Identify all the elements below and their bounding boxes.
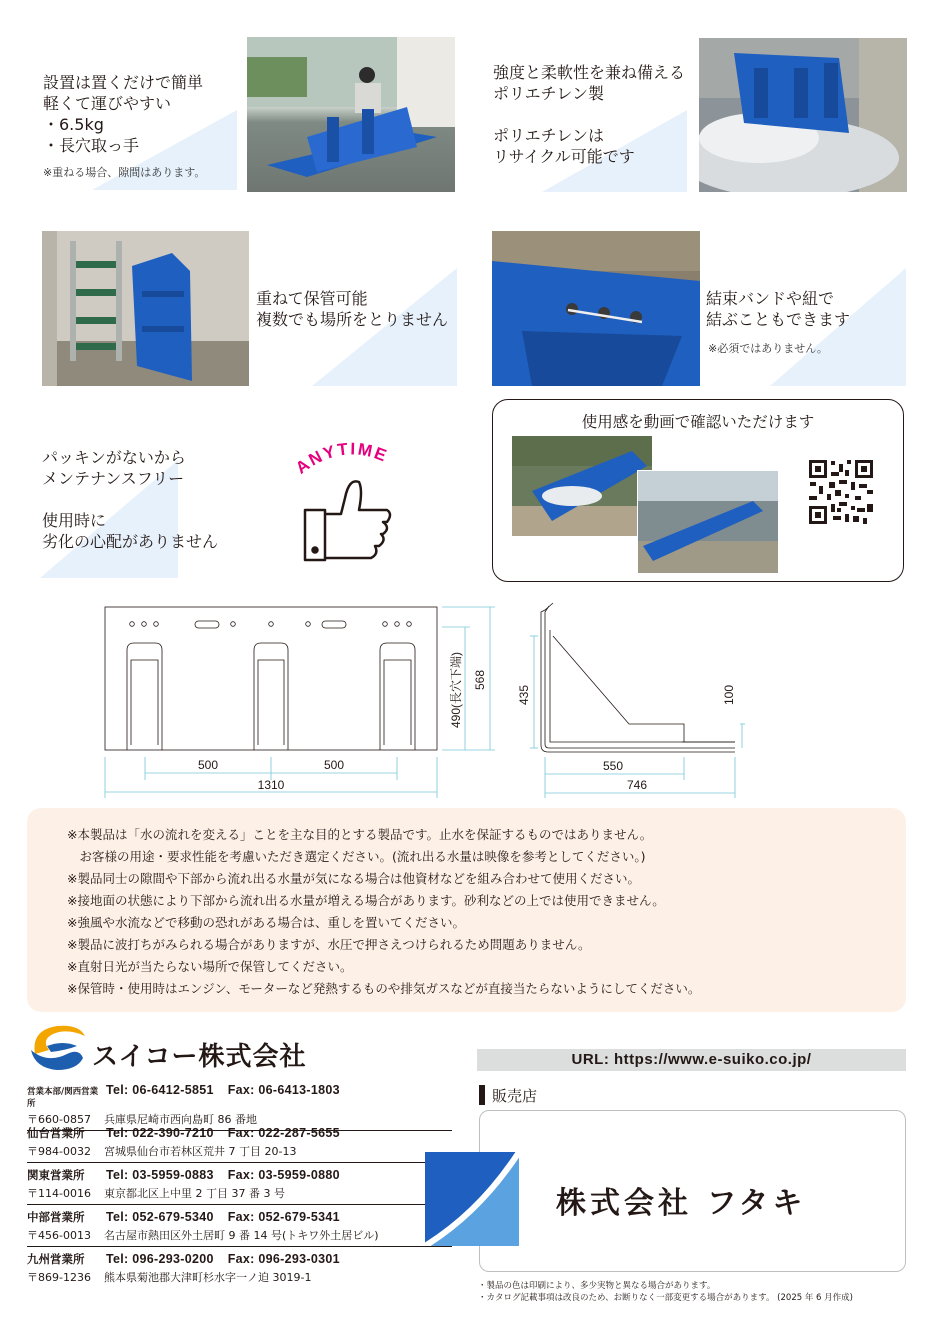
dim-front-568: 568 xyxy=(473,669,487,691)
office-name: 九州営業所 xyxy=(27,1252,85,1266)
office-zip: 〒114-0016 xyxy=(27,1187,91,1200)
feature-text-binding: 結束バンドや紐で 結ぶこともできます xyxy=(706,289,851,329)
feature-note-install: ※重ねる場合、隙間はあります。 xyxy=(43,166,206,179)
dim-front-1310: 1310 xyxy=(257,778,285,792)
office-zip: 〒984-0032 xyxy=(27,1145,91,1158)
office-name: 営業本部/関西営業所 xyxy=(27,1087,99,1109)
note-item: ※接地面の状態により下部から流れ出る水量が増える場合があります。砂利などの上では使用できません。 xyxy=(67,893,665,908)
office-kanto xyxy=(27,1167,452,1205)
dim-front-490: 490(長穴下端) xyxy=(449,651,463,729)
photo-water-flow xyxy=(699,38,907,192)
company-logo-icon xyxy=(27,1020,89,1072)
note-item: ※製品に波打ちがみられる場合がありますが、水圧で押さえつけられるため問題ありません。 xyxy=(67,937,591,952)
feature-note-binding: ※必須ではありません。 xyxy=(708,342,828,355)
svg-text:ANYTIME xyxy=(292,439,391,477)
office-tel: Tel: 052-679-5340 xyxy=(106,1210,214,1224)
office-fax: Fax: 03-5959-0880 xyxy=(227,1168,340,1182)
note-item: ※本製品は「水の流れを変える」ことを主な目的とする製品です。止水を保証するものではありません。 xyxy=(67,827,653,842)
dealer-marker xyxy=(479,1085,485,1105)
note-item: ※強風や水流などで移動の恐れがある場合は、重しを置いてください。 xyxy=(67,915,465,930)
qr-code-icon xyxy=(807,458,875,526)
video-title: 使用感を動画で確認いただけます xyxy=(581,413,815,431)
dealer-name: 株式会社 フタキ xyxy=(556,1186,807,1221)
front-view-drawing xyxy=(0,600,500,800)
office-tel: Tel: 03-5959-0883 xyxy=(106,1168,214,1182)
dim-front-500b: 500 xyxy=(323,758,345,772)
note-item: ※直射日光が当たらない場所で保管してください。 xyxy=(67,959,353,974)
office-fax: Fax: 022-287-5655 xyxy=(227,1126,340,1140)
anytime-label: ANYTIME xyxy=(292,439,391,478)
dealer-label: 販売店 xyxy=(492,1087,538,1105)
note-item: ※製品同士の隙間や下部から流れ出る水量が気になる場合は他資材などを組み合わせて使用ください。 xyxy=(67,871,640,886)
office-name: 関東営業所 xyxy=(27,1168,85,1182)
office-address: 名古屋市熱田区外土居町 9 番 14 号(トキワ外土居ビル) xyxy=(104,1229,379,1242)
dim-side-435: 435 xyxy=(517,684,531,706)
office-address: 宮城県仙台市若林区荒井 7 丁目 20-13 xyxy=(104,1145,297,1158)
office-address: 東京都北区上中里 2 丁目 37 番 3 号 xyxy=(104,1187,285,1200)
company-name: スイコー株式会社 xyxy=(92,1042,307,1072)
office-zip: 〒869-1236 xyxy=(27,1271,91,1284)
office-fax: Fax: 052-679-5341 xyxy=(227,1210,340,1224)
office-tel: Tel: 06-6412-5851 xyxy=(106,1083,214,1097)
dim-front-500a: 500 xyxy=(197,758,219,772)
note-item: お客様の用途・要求性能を考慮いただき選定ください。(流れ出る水量は映像を参考としてください。) xyxy=(67,849,646,864)
website-url[interactable]: URL: https://www.e-suiko.co.jp/ xyxy=(477,1049,906,1071)
office-kansai xyxy=(27,1083,452,1131)
office-fax: Fax: 096-293-0301 xyxy=(227,1252,340,1266)
dim-side-100: 100 xyxy=(722,684,736,706)
thumbs-up-icon xyxy=(283,438,423,568)
office-name: 仙台営業所 xyxy=(27,1126,85,1140)
video-photo-1 xyxy=(512,436,652,536)
footnote: ・製品の色は印刷により、多少実物と異なる場合があります。 xyxy=(478,1281,716,1291)
office-kyushu xyxy=(27,1251,452,1285)
office-address: 兵庫県尼崎市西向島町 86 番地 xyxy=(104,1113,257,1126)
office-tel: Tel: 022-390-7210 xyxy=(106,1126,214,1140)
dealer-logo-icon xyxy=(425,1152,519,1246)
dim-side-746: 746 xyxy=(626,778,648,792)
office-tel: Tel: 096-293-0200 xyxy=(106,1252,214,1266)
side-view-drawing xyxy=(500,600,760,800)
office-name: 中部営業所 xyxy=(27,1210,85,1224)
dim-side-550: 550 xyxy=(602,759,624,773)
office-fax: Fax: 06-6413-1803 xyxy=(227,1083,340,1097)
feature-text-maintenance: パッキンがないから メンテナンスフリー 使用時に 劣化の心配がありません xyxy=(42,448,219,551)
caution-notes xyxy=(27,808,906,1012)
feature-text-material: 強度と柔軟性を兼ね備える ポリエチレン製 ポリエチレンは リサイクル可能です xyxy=(493,63,686,166)
note-item: ※保管時・使用時はエンジン、モーターなど発熱するものや排気ガスなどが直接当たらないようにしてください。 xyxy=(67,981,701,996)
office-address: 熊本県菊池郡大津町杉水字一ノ迫 3019-1 xyxy=(104,1271,312,1284)
office-sendai xyxy=(27,1125,452,1163)
feature-text-install: 設置は置くだけで簡単 軽くて運びやすい ・6.5kg ・長穴取っ手 xyxy=(43,73,204,155)
video-photo-2 xyxy=(637,470,779,574)
feature-text-storage: 重ねて保管可能 複数でも場所をとりません xyxy=(256,289,449,329)
office-zip: 〒456-0013 xyxy=(27,1229,91,1242)
office-zip: 〒660-0857 xyxy=(27,1113,91,1126)
photo-person-carrying xyxy=(247,37,455,192)
footnote: ・カタログ記載事項は改良のため、お断りなく一部変更する場合があります。 (2025 年 6 月作成) xyxy=(478,1293,853,1303)
photo-stacked-storage xyxy=(42,231,249,386)
photo-cable-tie xyxy=(492,231,700,386)
office-chubu xyxy=(27,1209,452,1247)
